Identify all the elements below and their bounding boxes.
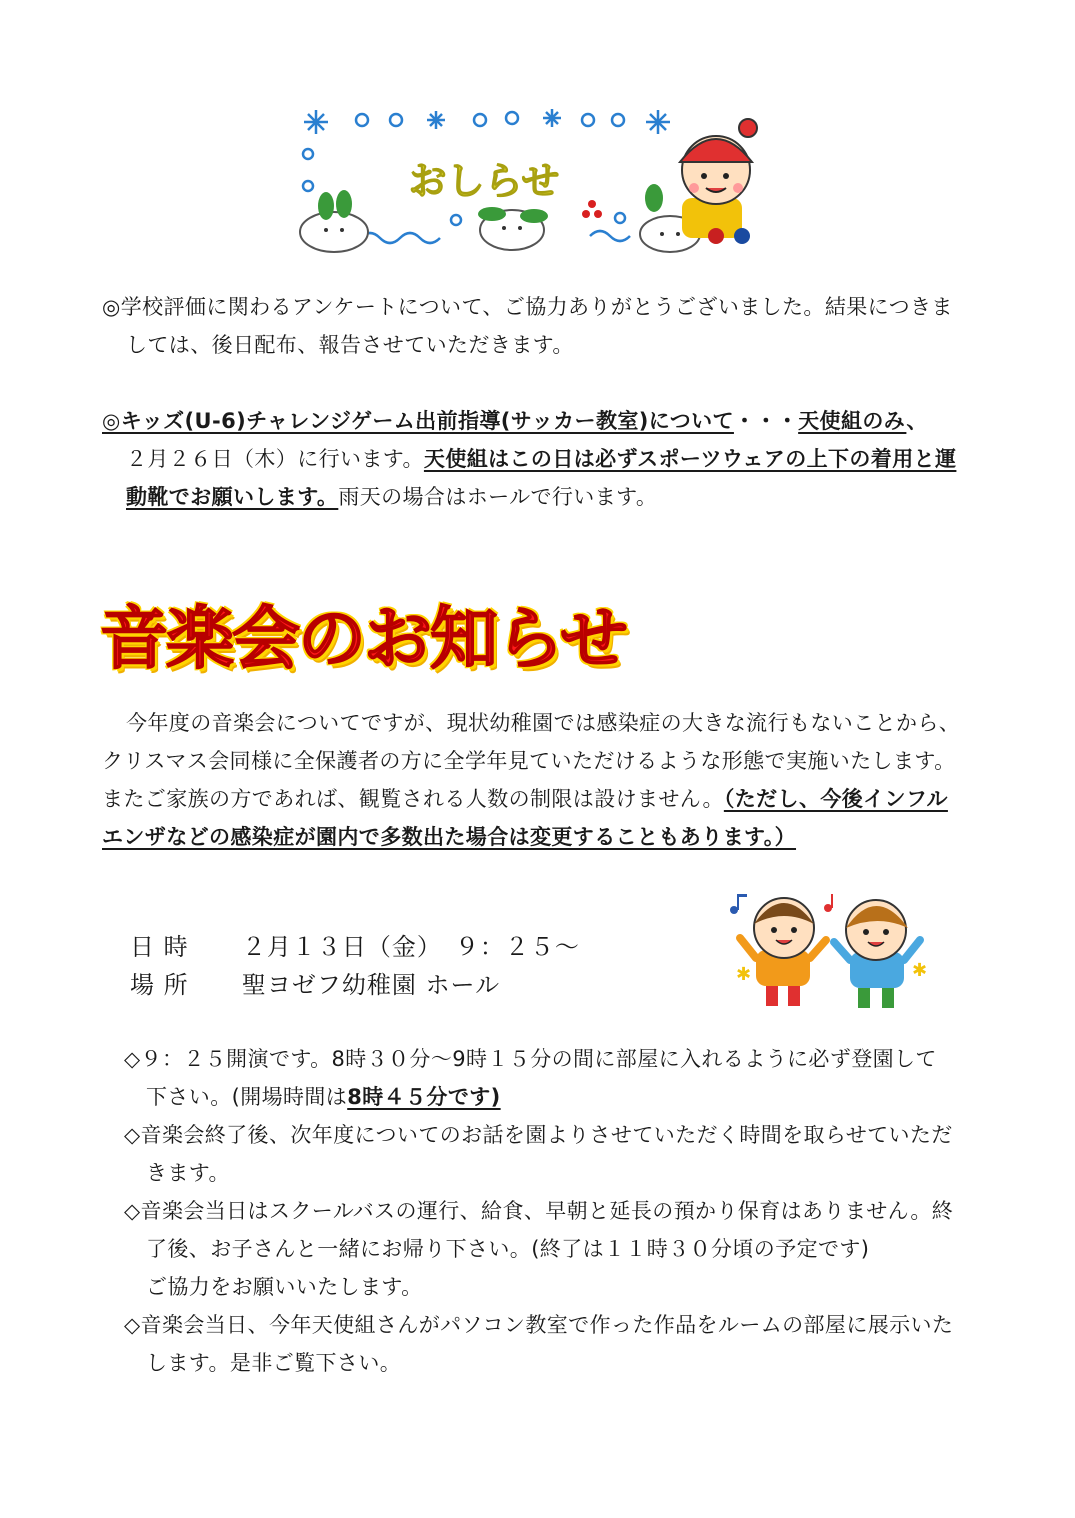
concert-intro-line-4 xyxy=(102,818,982,856)
detail-3-line-1: ◇音楽会当日はスクールバスの運行、給食、早朝と延長の預かり保育はありません。終 xyxy=(124,1199,954,1223)
detail-4-line-1: ◇音楽会当日、今年天使組さんがパソコン教室で作った作品をルームの部屋に展示いた xyxy=(124,1313,954,1337)
soccer-line-3 xyxy=(102,478,982,516)
concert-intro-line-1: 今年度の音楽会についてですが、現状幼稚園では感染症の大きな流行もないことから、 xyxy=(126,711,961,735)
datetime-value: ２月１３日（金） ９：２５～ xyxy=(241,933,580,961)
snowflake-icon xyxy=(304,110,328,134)
detail-2-line-2: きます。 xyxy=(146,1161,230,1185)
change-notice-end: エンザなどの感染症が園内で多数出た場合は変更することもあります。） xyxy=(102,825,797,849)
audience-limit-note: またご家族の方であれば、観覧される人数の制限は設けません。 xyxy=(102,787,724,811)
soccer-line-2 xyxy=(102,440,982,478)
concert-title: 音楽会のお知らせ xyxy=(100,600,626,679)
change-notice-start: （ただし、今後インフル xyxy=(723,787,948,811)
soccer-heading: ◎キッズ(U-6)チャレンジゲーム出前指導(サッカー教室)について xyxy=(102,409,734,433)
concert-intro-line-3 xyxy=(102,780,982,818)
opening-time-label: 下さい。(開場時間は xyxy=(146,1085,348,1109)
soccer-attire-note: 天使組はこの日は必ずスポーツウェアの上下の着用と運 xyxy=(423,447,957,471)
survey-line-2: しては、後日配布、報告させていただきます。 xyxy=(126,333,574,357)
detail-3-line-2: 了後、お子さんと一緒にお帰り下さい。(終了は１１時３０分頃の予定です) xyxy=(146,1237,870,1261)
concert-intro-line-2: クリスマス会同様に全保護者の方に全学年見ていただけるような形態で実施いたします。 xyxy=(102,749,956,773)
survey-line-1: ◎学校評価に関わるアンケートについて、ご協力ありがとうございました。結果につきま xyxy=(102,295,953,319)
detail-3-line-3: ご協力をお願いいたします。 xyxy=(146,1275,423,1299)
survey-notice xyxy=(102,288,982,364)
notice-banner xyxy=(290,96,770,258)
soccer-line-1 xyxy=(102,402,982,440)
concert-intro xyxy=(102,704,982,856)
banner-title: おしらせ xyxy=(408,159,560,203)
child-in-winter-hat-icon xyxy=(680,119,757,244)
soccer-date: ２月２６日（木）に行います。 xyxy=(126,447,424,471)
detail-1-line-1: ◇９：２５開演です。8時３０分～9時１５分の間に部屋に入れるように必ず登園して xyxy=(124,1047,937,1071)
soccer-rain-note: 雨天の場合はホールで行います。 xyxy=(338,485,658,509)
soccer-notice xyxy=(102,402,982,516)
svg-text:✱: ✱ xyxy=(736,964,752,985)
soccer-comma: 、 xyxy=(906,409,928,433)
kids-illustration xyxy=(722,888,934,1018)
child-blue-shirt-icon xyxy=(834,900,920,1008)
opening-time-value: 8時４５分です) xyxy=(347,1085,501,1109)
concert-place xyxy=(130,966,500,1004)
dancing-children-illustration xyxy=(722,888,934,1018)
place-value: 聖ヨゼフ幼稚園 ホール xyxy=(241,971,501,999)
svg-text:✱: ✱ xyxy=(912,960,928,981)
place-label: 場 所 xyxy=(130,971,189,999)
child-orange-shirt-icon xyxy=(740,898,826,1006)
snow-rabbit-icon xyxy=(300,190,368,252)
soccer-target-class: 天使組のみ xyxy=(798,409,907,433)
detail-4-line-2: します。是非ご覧下さい。 xyxy=(146,1351,402,1375)
soccer-shoes-note: 動靴でお願いします。 xyxy=(126,485,339,509)
concert-datetime xyxy=(130,928,580,966)
concert-details xyxy=(124,1040,980,1382)
soccer-dots: ・・・ xyxy=(733,409,799,433)
datetime-label: 日 時 xyxy=(130,933,189,961)
detail-1-line-2 xyxy=(124,1078,980,1116)
detail-2-line-1: ◇音楽会終了後、次年度についてのお話を園よりさせていただく時間を取らせていただ xyxy=(124,1123,953,1147)
winter-snow-banner-illustration xyxy=(290,96,770,258)
